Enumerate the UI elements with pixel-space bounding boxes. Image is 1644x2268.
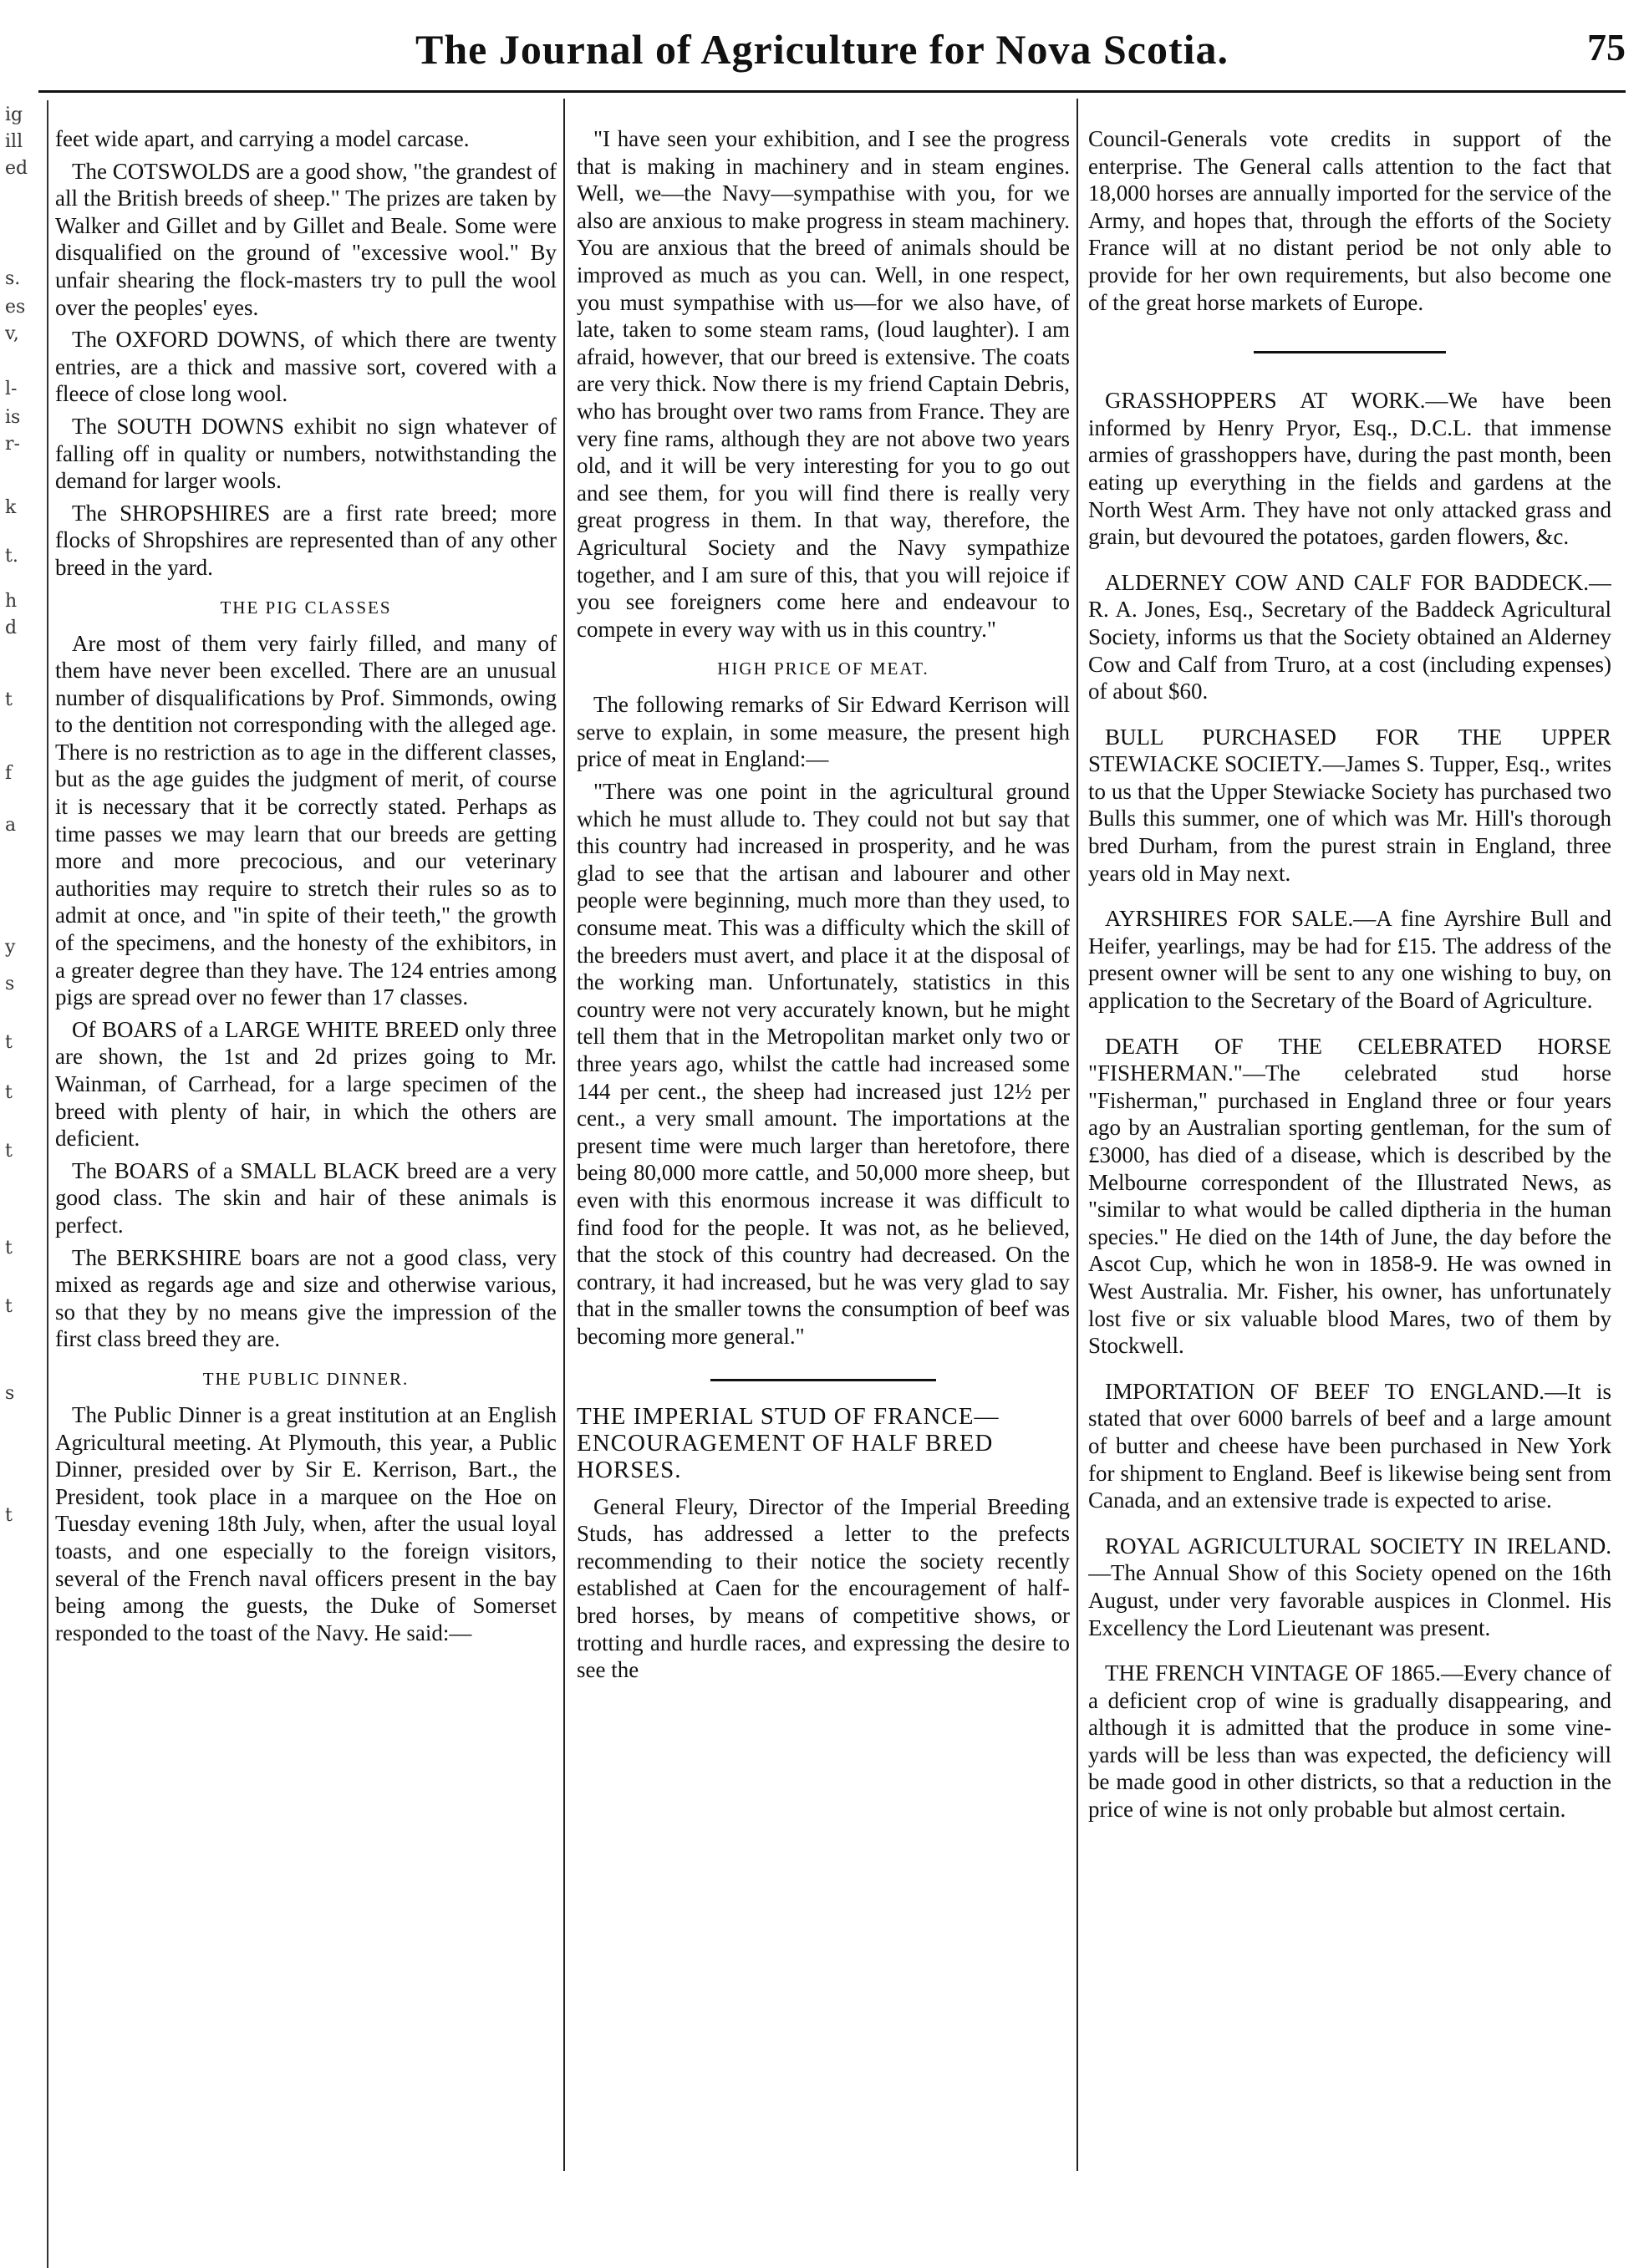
news-item: IMPORTATION OF BEEF TO ENGLAND.—It is stated that over 6000 barrels of beef and a large amount of butter and cheese have been purchased in New York for shipment to England. Beef is likewise being sent from Canada, and an extensive trade is expected to arise. (1088, 1378, 1611, 1513)
margin-fragment: es (5, 297, 26, 318)
margin-fragment: y (5, 937, 16, 958)
paragraph: The BERKSHIRE boars are not a good class, very mixed as regards age and size and otherwise various, so that they by no means give the impression of the first class breed they are. (55, 1244, 557, 1352)
paragraph: Of BOARS of a LARGE WHITE BREED only three are shown, the 1st and 2d prizes going to Mr. Wainman, of Carrhead, for a large specimen of the breed with plenty of hair, in which the others are deficient. (55, 1016, 557, 1152)
margin-fragment: t (5, 1296, 13, 1317)
paragraph: "I have seen your exhibition, and I see the progress that is making in machinery and in steam engines. Well, we—the Navy—sympathise with you, for we also are anxious to make progress in steam machinery. You are anxious that the breed of animals should be improved as much as you can. Well, in one respect, you must sympathise with us—for we also have, of late, taken to some steam rams, (loud laughter). I am afraid, however, that our breed is extensive. The coats are very thick. Now there is my friend Captain Debris, who has brought over two rams from France. They are very fine rams, although they are not above two years old, and it will be very interesting for you to go out and see them, for you will find there is really very great progress in them. In that way, therefore, the Agricultural Society and the Navy sympathize together, and I am sure of this, that you will rejoice if you see foreigners come here and endeavour to compete in every way with us in this country." (577, 126, 1070, 642)
news-item: ALDERNEY COW AND CALF FOR BADDECK.—R. A. Jones, Esq., Secretary of the Baddeck Agricultural Society, informs us that the Society obtained an Alderney Cow and Calf from Truro, at a cost (including expenses) of about $60. (1088, 569, 1611, 704)
section-rule (710, 1379, 936, 1381)
margin-fragment: v, (5, 323, 19, 344)
column-2 (577, 125, 1070, 2265)
page-header (0, 20, 1644, 82)
margin-fragment: f (5, 763, 13, 784)
paragraph: The COTSWOLDS are a good show, "the grandest of all the British breeds of sheep." The prizes are taken by Walker and Gillet and by Gillet and Beale. Some were disqualified on the ground of "excessive wool." By unfair shearing the flock-masters try to pull the wool over the peoples' eyes. (55, 158, 557, 320)
margin-fragment: h (5, 591, 18, 612)
paragraph: The OXFORD DOWNS, of which there are twenty entries, are a thick and massive sort, covered with a fleece of close long wool. (55, 327, 557, 407)
paragraph: The SOUTH DOWNS exhibit no sign whatever of falling off in quality or numbers, notwithstanding the demand for larger wools. (55, 413, 557, 494)
margin-fragment: ed (5, 158, 28, 179)
margin-fragment: a (5, 815, 17, 836)
page-number: 75 (1587, 26, 1626, 69)
margin-fragment: t (5, 1032, 13, 1053)
section-heading: THE PIG CLASSES (220, 597, 392, 618)
paragraph: feet wide apart, and carrying a model carcase. (55, 126, 470, 151)
news-item: ROYAL AGRICULTURAL SOCIETY IN IRELAND.—The Annual Show of this Society opened on the 16th August, under very favorable auspices in Clonmel. His Excellency the Lord Lieutenant was present. (1088, 1533, 1611, 1640)
paragraph: General Fleury, Director of the Imperial Breeding Studs, has addressed a letter to the prefects recommending to their notice the society recently established at Caen for the encouragement of half-bred horses, by means of competitive shows, or trotting and hurdle races, and expressing the desire to see the (577, 1493, 1070, 1683)
paragraph: The BOARS of a SMALL BLACK breed are a very good class. The skin and hair of these animals is perfect. (55, 1157, 557, 1238)
margin-fragment: ill (5, 131, 23, 152)
margin-fragment: is (5, 407, 21, 428)
left-margin-rule (47, 100, 48, 2268)
section-heading: THE PUBLIC DINNER. (202, 1368, 410, 1389)
header-rule (38, 90, 1626, 93)
article-heading: THE IMPERIAL STUD OF FRANCE—ENCOURAGEMENT OF HALF BRED HORSES. (577, 1402, 1000, 1483)
margin-fragment: t (5, 689, 13, 710)
margin-fragment: t (5, 1238, 13, 1259)
column-1 (55, 125, 557, 2265)
margin-fragment: t (5, 1141, 13, 1162)
margin-fragment: s (5, 1383, 15, 1404)
margin-fragment: t. (5, 546, 18, 567)
margin-fragment: s (5, 974, 15, 994)
margin-fragment: t (5, 1082, 13, 1103)
left-margin-fragments (0, 104, 43, 2227)
column-divider (563, 99, 565, 2171)
news-item: AYRSHIRES FOR SALE.—A fine Ayrshire Bull and Heifer, yearlings, may be had for £15. The address of the present owner will be sent to any one wishing to buy, on application to the Secretary of the Board of Agriculture. (1088, 906, 1611, 1014)
margin-fragment: s. (5, 268, 21, 289)
news-item: GRASSHOPPERS AT WORK.—We have been informed by Henry Pryor, Esq., D.C.L. that immense armies of grasshoppers have, during the past month, been eating up everything in the fields and gardens at the North West Arm. They have not only attacked grass and grain, but devoured the potatoes, garden flowers, &c. (1088, 388, 1611, 550)
margin-fragment: ig (5, 104, 23, 125)
paragraph: The SHROPSHIRES are a first rate breed; more flocks of Shropshires are represented than of any other breed in the yard. (55, 500, 557, 580)
margin-fragment: l- (5, 379, 18, 399)
journal-title: The Journal of Agriculture for Nova Scotia. (415, 26, 1229, 73)
paragraph: Council-Generals vote credits in support of the enterprise. The General calls attention to the fact that 18,000 horses are annually imported for the service of the Army, and hopes that, through the efforts of the Society France will at no distant period be not only able to provide for her own requirements, but also become one of the great horse markets of Europe. (1088, 126, 1611, 315)
news-item: BULL PURCHASED FOR THE UPPER STEWIACKE SOCIETY.—James S. Tupper, Esq., writes to us that the Upper Stewiacke Society has purchased two Bulls this summer, one of which was Mr. Hill's thorough bred Durham, from the purest strain in England, three years old in May next. (1088, 724, 1611, 886)
paragraph: "There was one point in the agricultural ground which he must allude to. They could not but say that this country had increased in prosperity, and he was glad to see that the artisan and labourer and other people were beginning, much more than they used, to consume meat. This was a difficulty which the skill of the breeders must avert, and place it at the disposal of the working man. Unfortunately, statistics in this country were not very accurately known, but he might tell them that in the Metropolitan market only two or three years ago, whilst the cattle had increased some 144 per cent., the sheep had increased just 12½ per cent., a very small amount. The importations at the present time were much larger than heretofore, there being 80,000 more cattle, and 50,000 more sheep, but even with this enormous increase it was difficult to find food for the people. It was not, as he believed, that the stock of this country had decreased. On the contrary, it had increased, but he was very glad to say that in the smaller towns the consumption of beef was becoming more general." (577, 779, 1070, 1349)
margin-fragment: d (5, 618, 18, 638)
section-heading: HIGH PRICE OF MEAT. (717, 659, 929, 679)
paragraph: The Public Dinner is a great institution at an English Agricultural meeting. At Plymouth, this year, a Public Dinner, presided over by Sir E. Kerrison, Bart., the President, took place in a marquee on the Hoe on Tuesday evening 18th July, when, after the usual loyal toasts, and one especially to the foreign visitors, several of the French naval officers present in the bay being among the guests, the Duke of Somerset responded to the toast of the Navy. He said:— (55, 1401, 557, 1645)
margin-fragment: r- (5, 434, 20, 455)
news-item: THE FRENCH VINTAGE OF 1865.—Every chance of a deficient crop of wine is gradually disappearing, and although it is admitted that the produce in some vine-yards will be less than was expected, the deficiency will be made good in other districts, so that a reduction in the price of wine is not only probable but almost certain. (1088, 1660, 1611, 1823)
news-item: DEATH OF THE CELEBRATED HORSE "FISHERMAN."—The celebrated stud horse "Fisherman," purchased in England three or four years ago by an Australian sporting gentleman, for the sum of £3000, has died of a disease, which is described by the Melbourne correspondent of the Illustrated News, as "similar to what would be called diptheria in the human species." He died on the 14th of June, the day before the Ascot Cup, which he won in 1858-9. He was owned in West Australia. Mr. Fisher, his owner, has unfortunately lost five or six valuable blood Mares, two of them by Stockwell. (1088, 1033, 1611, 1359)
margin-fragment: k (5, 497, 17, 518)
paragraph: Are most of them very fairly filled, and many of them have never been excelled. There are an unusual number of disqualifications by Prof. Simmonds, owing to the dentition not corresponding with the alleged age. There is no restriction as to age in the different classes, but as the age guides the judgment of merit, of course it is necessary that it be correctly stated. Perhaps as time passes we may learn that our breeds are getting more and more precocious, and our veterinary authorities may require to stretch their rules so as to admit at once, and "in spite of their teeth," the growth of the specimens, and the honesty of the exhibitors, in a greater degree than they have. The 124 entries among pigs are spread over no fewer than 17 classes. (55, 630, 557, 1010)
column-divider (1076, 99, 1078, 2171)
column-3 (1088, 125, 1611, 2265)
margin-fragment: t (5, 1505, 13, 1526)
paragraph: The following remarks of Sir Edward Kerrison will serve to explain, in some measure, the present high price of meat in England:— (577, 692, 1070, 772)
section-rule (1254, 351, 1446, 353)
